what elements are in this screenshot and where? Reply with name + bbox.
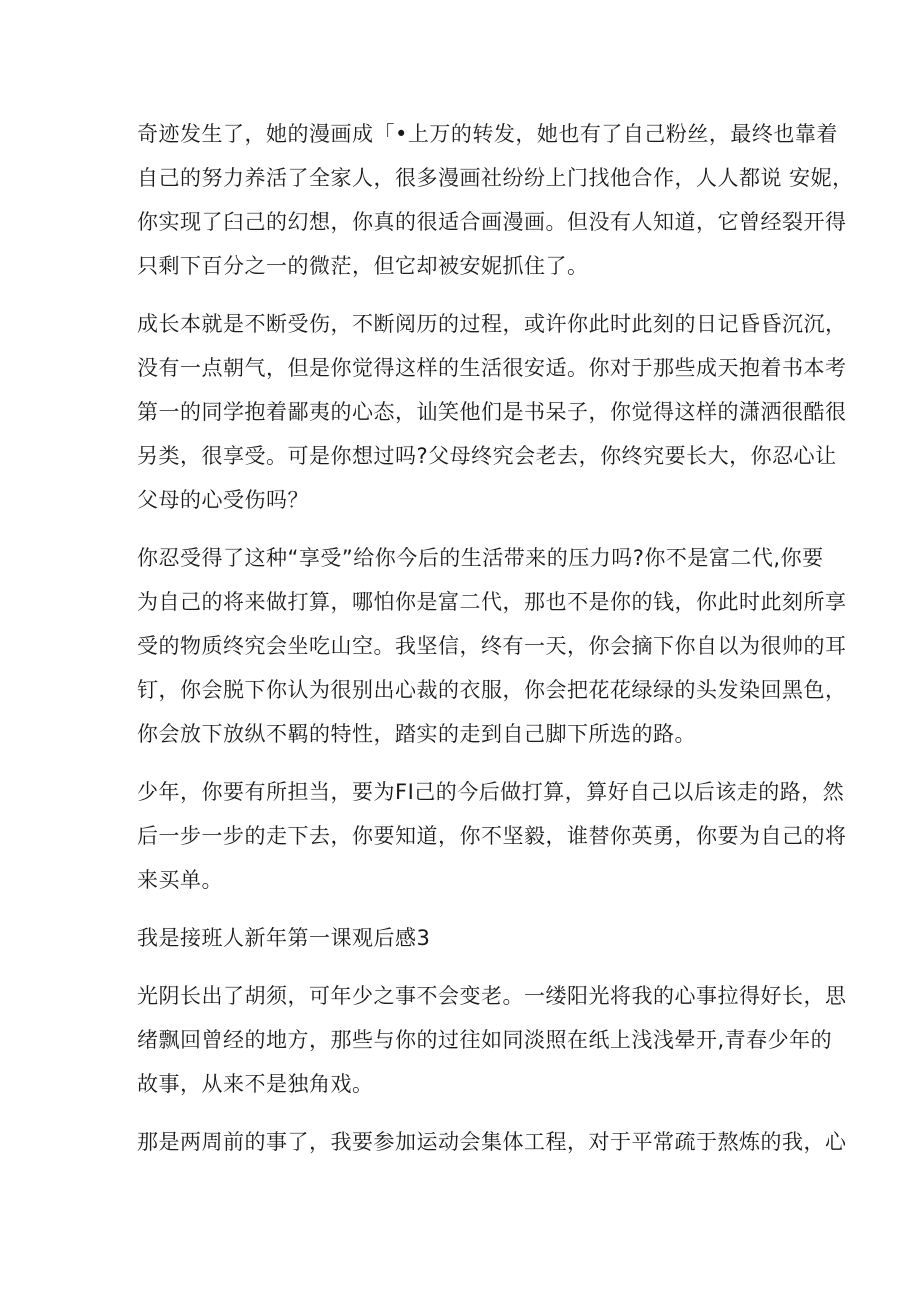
text-line: 你会放下放纵不羁的特性，踏实的走到自己脚下所选的路。 [137,722,696,746]
paragraph-spacer [137,960,797,974]
text-line: 钉，你会脱下你认为很别出心裁的衣服，你会把花花绿绿的头发染回黑色， [137,678,847,702]
text-line: 绪飘回曾经的地方，那些与你的过往如同淡照在纸上浅浅晕开,青春少年的 [137,1028,833,1052]
text-line: 没有一点朝气，但是你觉得这样的生活很安适。你对于那些成天抱着书本考 [137,356,847,380]
text-line: 奇迹发生了，她的漫画成「•上万的转发，她也有了自己粉丝，最终也靠着 [137,122,838,146]
heading-line: 我是接班人新年第一课观后感3 [137,926,431,950]
paragraph [137,974,847,1106]
paragraph [137,536,847,756]
text-line: 少年，你要有所担当，要为FI己的今后做打算，算好自己以后该走的路，然 [137,780,845,804]
text-line: 后一步一步的走下去，你要知道，你不坚毅，谁替你英勇，你要为自己的将 [137,824,847,848]
text-line: 自己的努力养活了全家人，很多漫画社纷纷上门找他合作，人人都说 安妮， [137,166,854,190]
paragraph-spacer [137,1106,797,1120]
text-line: 来买单。 [137,868,223,892]
text-line: 那是两周前的事了，我要参加运动会集体工程，对于平常疏于熬炼的我，心 [137,1130,847,1154]
text-line: 成长本就是不断受伤，不断阅历的过程，或许你此时此刻的日记昏昏沉沉， [137,312,847,336]
text-line: 你忍受得了这种“享受”给你今后的生活带来的压力吗?你不是富二代,你要 [137,546,824,570]
text-line: 只剩下百分之一的微茫，但它却被安妮抓住了。 [137,254,589,278]
text-line: 另类，很享受。可是你想过吗?父母终究会老去，你终究要长大，你忍心让 [137,444,837,468]
paragraph-spacer [137,522,797,536]
paragraph [137,302,847,522]
text-line: 父母的心受伤吗？ [137,488,309,512]
text-line: 第一的同学抱着鄙夷的心态，讪笑他们是书呆子，你觉得这样的潇洒很酷很 [137,400,847,424]
text-line: 受的物质终究会坐吃山空。我坚信，终有一天，你会摘下你自以为很帅的耳 [137,634,847,658]
text-line: 故事，从来不是独角戏。 [137,1072,374,1096]
paragraph [137,770,847,902]
section-heading [137,916,797,960]
text-line: 你实现了臼己的幻想，你真的很适合画漫画。但没有人知道，它曾经裂开得 [137,210,847,234]
paragraph-spacer [137,902,797,916]
paragraph-spacer [137,288,797,302]
text-line: 为自己的将来做打算，哪怕你是富二代，那也不是你的钱，你此时此刻所享 [137,590,847,614]
document-body [137,112,854,1164]
text-line: 光阴长出了胡须，可年少之事不会变老。一缕阳光将我的心事拉得好长，思 [137,984,847,1008]
paragraph [137,112,854,288]
paragraph-spacer [137,756,797,770]
paragraph [137,1120,847,1164]
